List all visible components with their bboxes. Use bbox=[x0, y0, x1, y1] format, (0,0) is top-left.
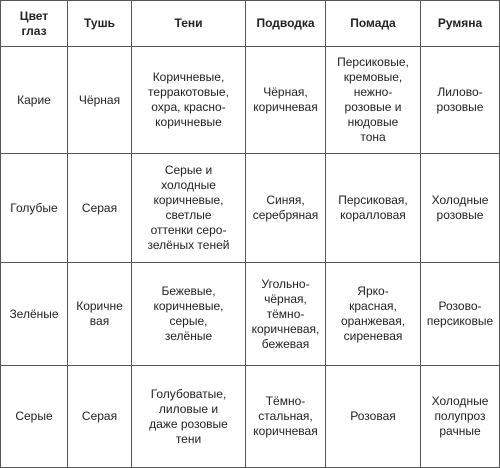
cell-eyeliner: Тёмно- стальная, коричневая bbox=[246, 366, 326, 468]
cell-eye-color: Зелёные bbox=[1, 263, 68, 366]
cell-blush: Розово- персиковые bbox=[421, 263, 500, 366]
cell-eyeshadow: Серые и холодные коричневые, светлые оттенки серо- зелёных теней bbox=[132, 154, 246, 263]
cell-mascara: Коричне вая bbox=[68, 263, 132, 366]
cell-eyeliner: Угольно- чёрная, тёмно- коричневая, бежевая bbox=[246, 263, 326, 366]
cell-eyeliner: Чёрная, коричневая bbox=[246, 47, 326, 154]
cell-eyeshadow: Коричневые, терракотовые, охра, красно- коричневые bbox=[132, 47, 246, 154]
cell-eye-color: Голубые bbox=[1, 154, 68, 263]
cell-lipstick: Розовая bbox=[326, 366, 421, 468]
header-eye-color: Цвет глаз bbox=[1, 1, 68, 47]
table-row bbox=[1, 366, 500, 468]
cell-blush: Холодные розовые bbox=[421, 154, 500, 263]
header-row bbox=[1, 1, 500, 47]
cell-lipstick: Ярко- красная, оранжевая, сиреневая bbox=[326, 263, 421, 366]
header-eyeliner: Подводка bbox=[246, 1, 326, 47]
cell-eye-color: Карие bbox=[1, 47, 68, 154]
cell-eyeliner: Синяя, серебряная bbox=[246, 154, 326, 263]
cell-mascara: Серая bbox=[68, 366, 132, 468]
header-blush: Румяна bbox=[421, 1, 500, 47]
cell-eye-color: Серые bbox=[1, 366, 68, 468]
header-mascara: Тушь bbox=[68, 1, 132, 47]
cell-blush: Холодные полупроз рачные bbox=[421, 366, 500, 468]
table-row bbox=[1, 154, 500, 263]
header-eyeshadow: Тени bbox=[132, 1, 246, 47]
cell-mascara: Серая bbox=[68, 154, 132, 263]
cell-blush: Лилово- розовые bbox=[421, 47, 500, 154]
table-row bbox=[1, 263, 500, 366]
table-row bbox=[1, 47, 500, 154]
cell-eyeshadow: Бежевые, коричневые, серые, зелёные bbox=[132, 263, 246, 366]
header-lipstick: Помада bbox=[326, 1, 421, 47]
cell-eyeshadow: Голубоватые, лиловые и даже розовые тени bbox=[132, 366, 246, 468]
cell-lipstick: Персиковая, коралловая bbox=[326, 154, 421, 263]
cell-mascara: Чёрная bbox=[68, 47, 132, 154]
cell-lipstick: Персиковые, кремовые, нежно- розовые и нюдовые тона bbox=[326, 47, 421, 154]
